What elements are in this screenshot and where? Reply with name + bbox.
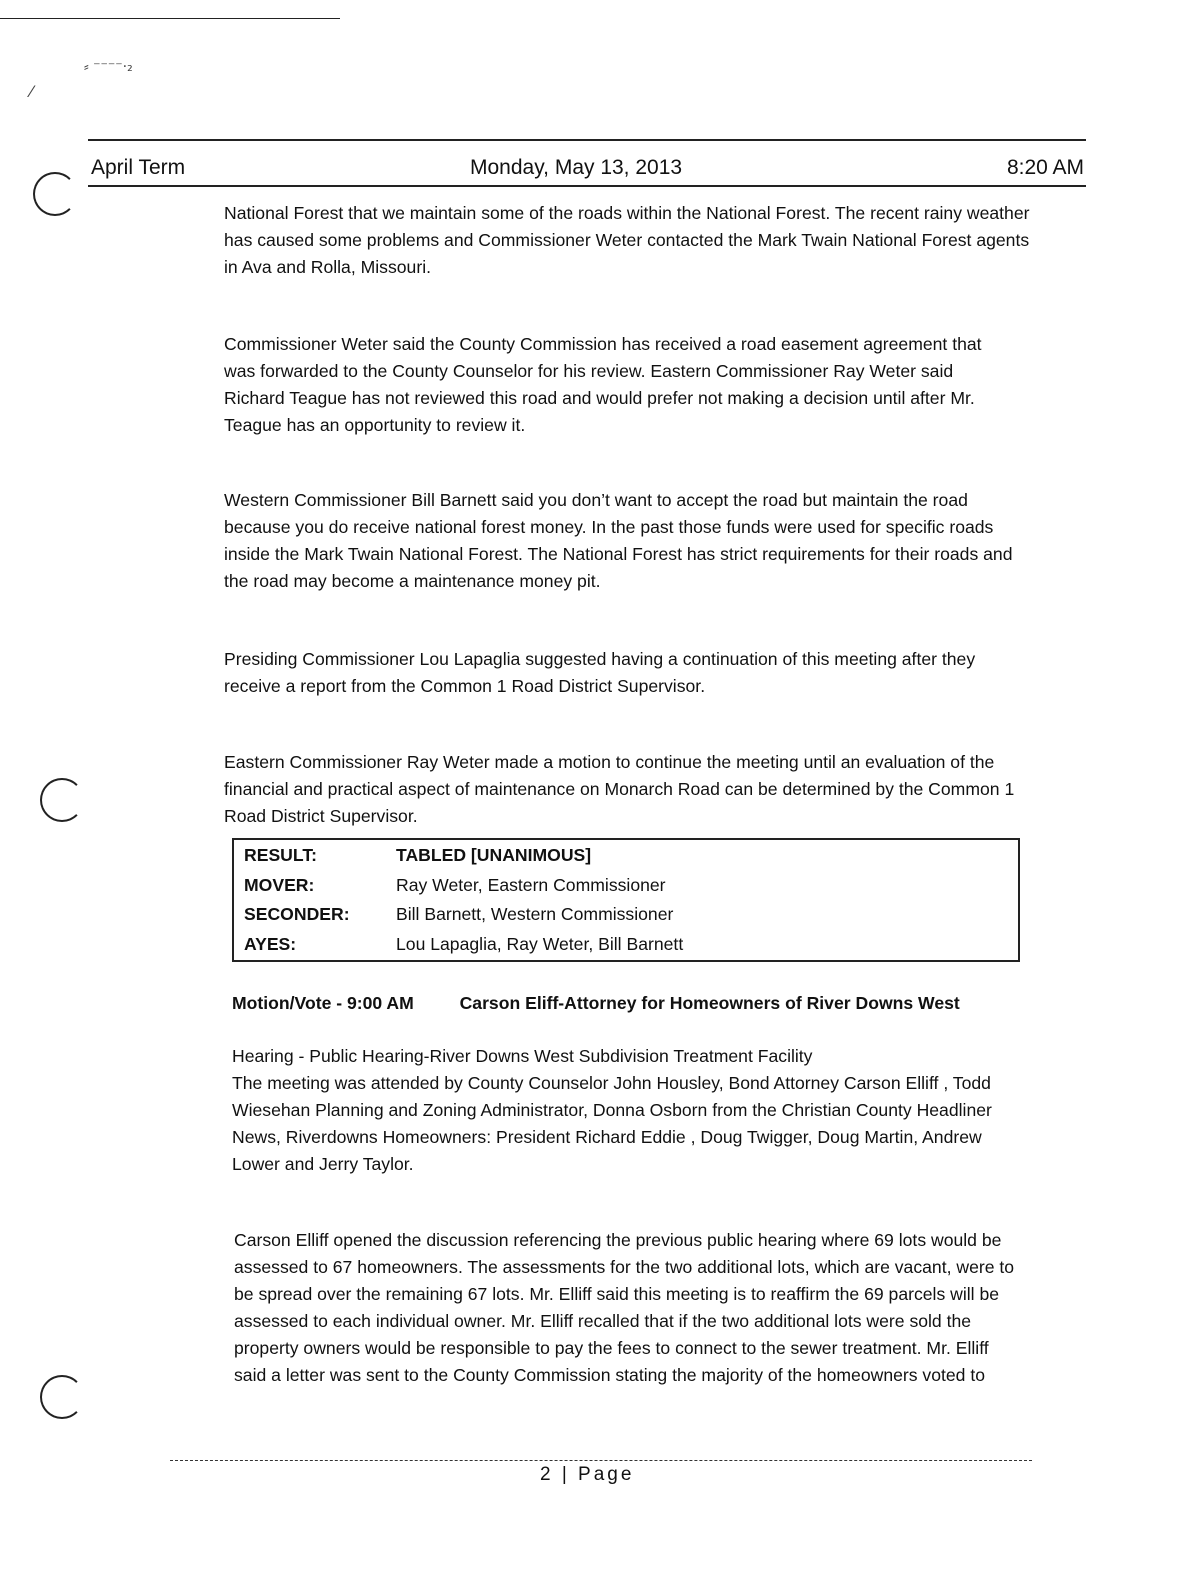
- pen-mark: ⁄: [30, 82, 33, 101]
- paragraph-easement: Commissioner Weter said the County Commission has received a road easement agreement that was forwarded to the County Counselor for his review. Eastern Commissioner Ray Weter said Richard Teague has not reviewed this road and would prefer not making a decision until after Mr. Teague has an opportunity to review it.: [224, 334, 982, 435]
- ayes-value: Lou Lapaglia, Ray Weter, Bill Barnett: [396, 934, 684, 955]
- mover-key: MOVER:: [244, 874, 315, 895]
- binder-hole-middle: [40, 778, 84, 822]
- header-top-rule: [88, 139, 1086, 141]
- result-key: RESULT:: [244, 844, 317, 865]
- meeting-time: 8:20 AM: [1006, 156, 1084, 179]
- page-number: 2 | Page: [540, 1464, 635, 1485]
- meeting-date: Monday, May 13, 2013: [470, 156, 683, 179]
- attendance-paragraph: The meeting was attended by County Counselor John Housley, Bond Attorney Carson Elliff , Todd Wiesehan Planning and Zoning Administrator, Donna Osborn from the Christian County Headliner News, Riverdowns Homeowners: President Richard Eddie , Doug Twigger, Doug Martin, Andrew Lower and Jerry Taylor.: [232, 1073, 992, 1174]
- term-label: April Term: [91, 156, 186, 179]
- paragraph-barnett: Western Commissioner Bill Barnett said you don’t want to accept the road but maintain the road because you do receive national forest money. In the past those funds were used for specific roads inside the Mark Twain National Forest. The National Forest has strict requirements for their roads and the road may become a maintenance money pit.: [224, 490, 1013, 591]
- mover-value: Ray Weter, Eastern Commissioner: [396, 874, 666, 895]
- footer-rule: [170, 1460, 1032, 1461]
- table-row: [233, 870, 1019, 900]
- agenda-item-heading: [232, 990, 1002, 1017]
- agenda-item-title: Carson Eliff-Attorney for Homeowners of River Downs West: [459, 993, 960, 1013]
- page-header: [88, 152, 1086, 182]
- table-row: [233, 900, 1019, 930]
- binder-hole-top: [33, 172, 77, 216]
- seconder-key: SECONDER:: [244, 904, 350, 925]
- paragraph-lapaglia: Presiding Commissioner Lou Lapaglia suggested having a continuation of this meeting after they receive a report from the Common 1 Road District Supervisor.: [224, 649, 976, 696]
- hearing-line: Hearing - Public Hearing-River Downs West Subdivision Treatment Facility: [232, 1046, 813, 1066]
- motion-result-table: [232, 838, 1020, 962]
- binder-hole-bottom: [40, 1375, 84, 1419]
- agenda-item-prefix: Motion/Vote - 9:00 AM: [232, 993, 414, 1013]
- paragraph-motion: Eastern Commissioner Ray Weter made a motion to continue the meeting until an evaluation of the financial and practical aspect of maintenance on Monarch Road can be determined by the Common 1 Road District Supervisor.: [224, 752, 1015, 826]
- seconder-value: Bill Barnett, Western Commissioner: [396, 904, 674, 925]
- result-value: TABLED [UNANIMOUS]: [396, 844, 592, 865]
- handwritten-mark: ⸗ ⁻⁻⁻⁻·₂: [84, 59, 133, 75]
- discussion-paragraph: Carson Elliff opened the discussion referencing the previous public hearing where 69 lots would be assessed to 67 homeowners. The assessments for the two additional lots, which are vacant, were to be spread over the remaining 67 lots. Mr. Elliff said this meeting is to reaffirm the 69 parcels will be assessed to each individual owner. Mr. Elliff recalled that if the two additional lots were sold the property owners would be responsible to pay the fees to connect to the sewer treatment. Mr. Elliff said a letter was sent to the County Commission stating the majority of the homeowners voted to: [234, 1230, 1015, 1385]
- ayes-key: AYES:: [244, 934, 297, 955]
- table-row: [233, 930, 1019, 961]
- header-bottom-rule: [88, 185, 1086, 187]
- scan-edge-line: [0, 18, 340, 19]
- paragraph-forest-roads: National Forest that we maintain some of the roads within the National Forest. The recent rainy weather has caused some problems and Commissioner Weter contacted the Mark Twain National Forest agents in Ava and Rolla, Missouri.: [224, 203, 1030, 277]
- table-row: [233, 839, 1019, 870]
